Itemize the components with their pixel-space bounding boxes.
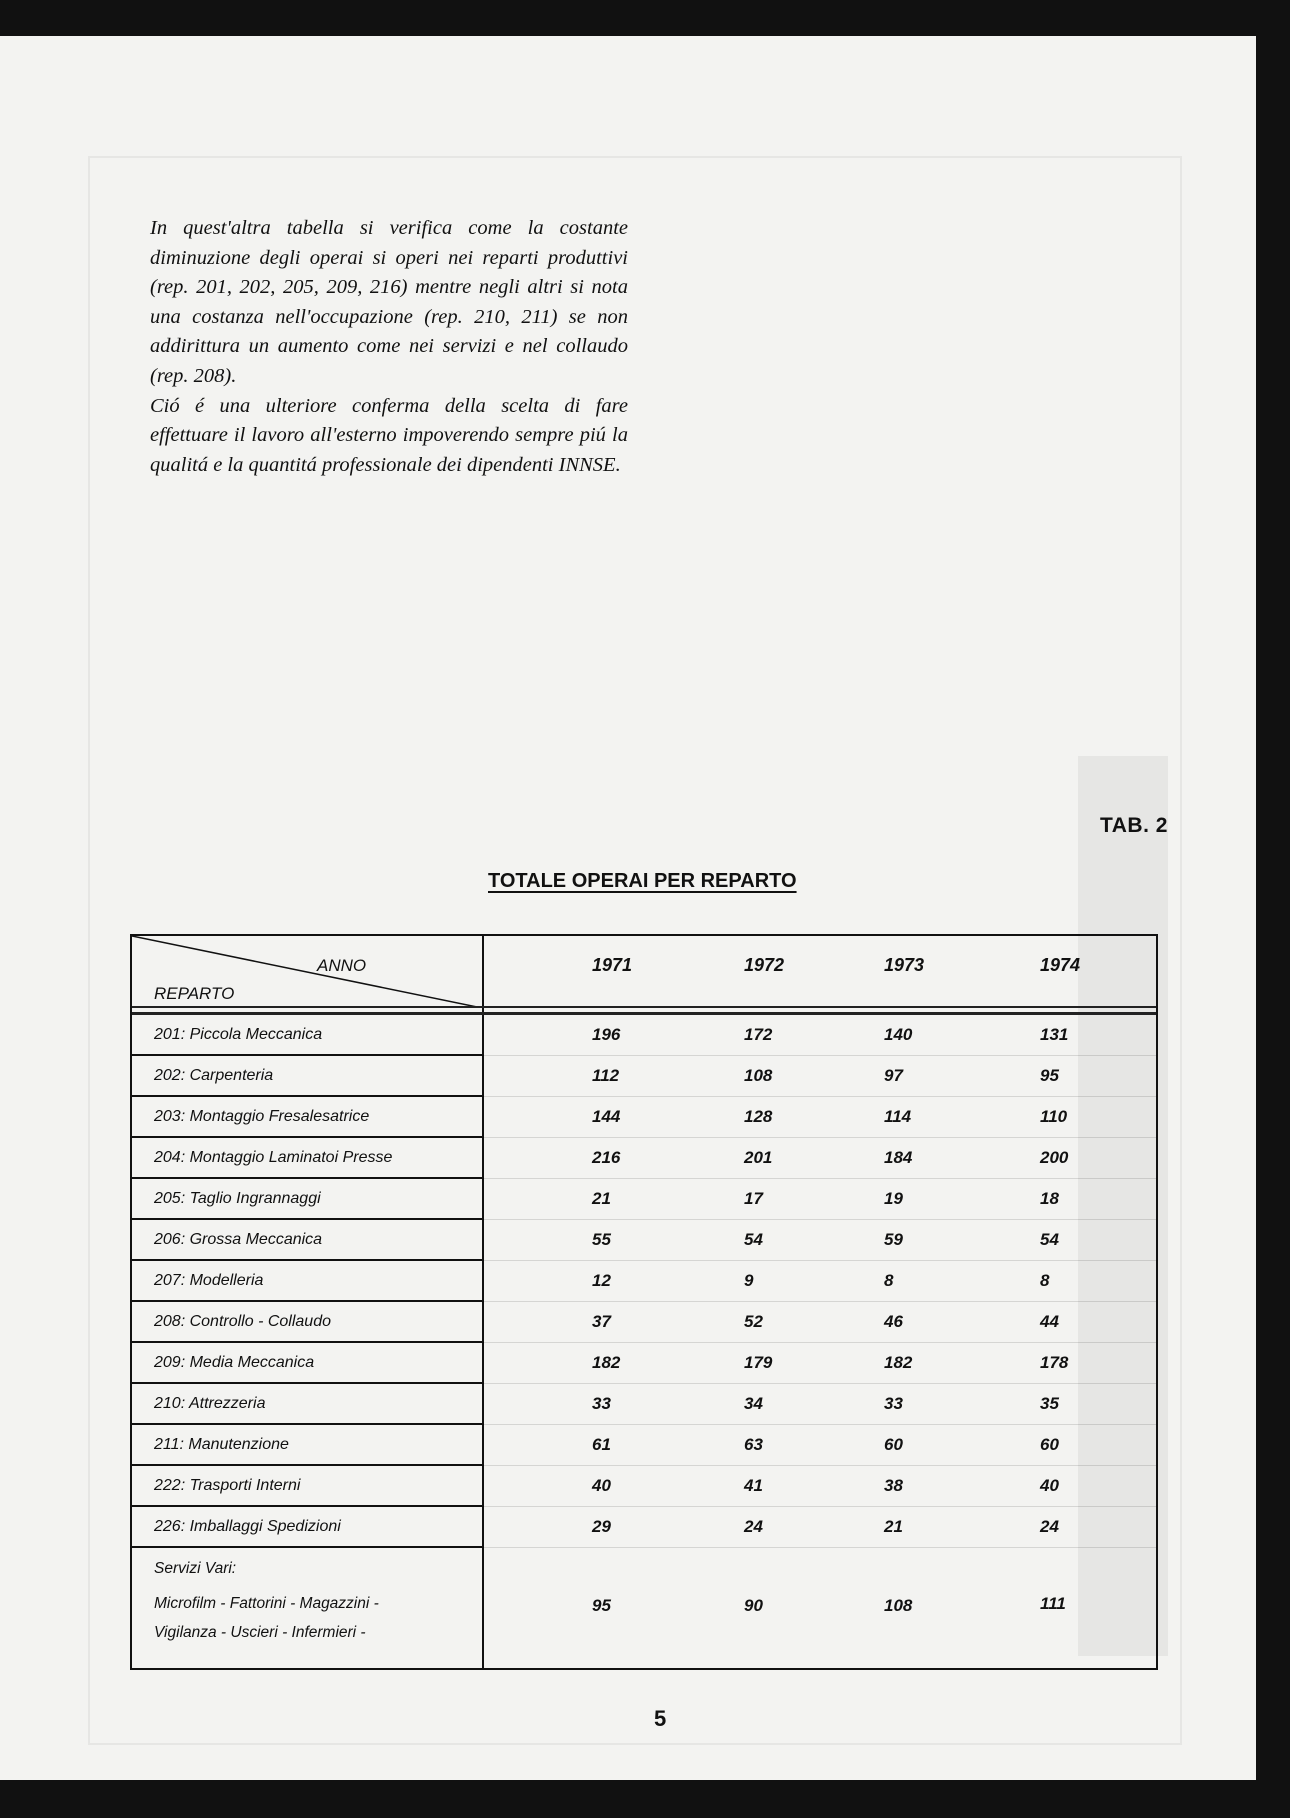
row-label: 210: Attrezzeria <box>154 1395 266 1412</box>
table-row <box>132 1138 1156 1179</box>
row-label-line: Servizi Vari: <box>154 1560 237 1577</box>
cell-value: 95 <box>592 1596 611 1615</box>
table-row <box>132 1261 1156 1302</box>
cell-value: 21 <box>884 1517 903 1536</box>
row-label: 206: Grossa Meccanica <box>154 1231 323 1248</box>
cell-value: 196 <box>592 1025 621 1044</box>
header-year: 1972 <box>744 955 785 975</box>
cell-value: 9 <box>744 1271 754 1290</box>
header-anno-label: ANNO <box>317 956 367 975</box>
intro-paragraph-2: Ció é una ulteriore conferma della scelta di fare effettuare il lavoro all'esterno impoverendo sempre piú la qualitá e la quantitá professionale dei dipendenti INNSE. <box>150 394 628 476</box>
table-row <box>132 1507 1156 1548</box>
cell-value: 61 <box>592 1435 611 1454</box>
cell-value: 37 <box>592 1312 611 1331</box>
table-row <box>132 1343 1156 1384</box>
cell-value: 97 <box>884 1066 903 1085</box>
header-reparto-label: REPARTO <box>154 984 235 1003</box>
cell-value: 95 <box>1040 1066 1059 1085</box>
cell-value: 63 <box>744 1435 763 1454</box>
cell-value: 40 <box>1040 1476 1059 1495</box>
header-corner-cell <box>132 936 482 1008</box>
cell-value: 34 <box>744 1394 763 1413</box>
cell-value: 111 <box>1040 1594 1066 1613</box>
table-row <box>132 1425 1156 1466</box>
cell-value: 200 <box>1040 1148 1069 1167</box>
cell-value: 179 <box>744 1353 773 1372</box>
table-row <box>132 1302 1156 1343</box>
cell-value: 33 <box>884 1394 903 1413</box>
cell-value: 182 <box>592 1353 621 1372</box>
row-label: 205: Taglio Ingrannaggi <box>154 1190 321 1207</box>
row-label: 222: Trasporti Interni <box>154 1477 301 1494</box>
row-label: 226: Imballaggi Spedizioni <box>154 1518 341 1535</box>
header-rule <box>132 1006 1156 1008</box>
cell-value: 33 <box>592 1394 611 1413</box>
row-label-line: Vigilanza - Uscieri - Infermieri - <box>154 1624 366 1641</box>
row-label: 209: Media Meccanica <box>154 1354 315 1371</box>
cell-value: 24 <box>1040 1517 1059 1536</box>
cell-value: 41 <box>744 1476 763 1495</box>
cell-value: 60 <box>884 1435 903 1454</box>
table-number-label: TAB. 2 <box>1100 814 1168 837</box>
cell-value: 108 <box>744 1066 773 1085</box>
cell-value: 172 <box>744 1025 773 1044</box>
cell-value: 55 <box>592 1230 611 1249</box>
cell-value: 8 <box>1040 1271 1050 1290</box>
cell-value: 44 <box>1040 1312 1059 1331</box>
cell-value: 108 <box>884 1596 913 1615</box>
cell-value: 8 <box>884 1271 894 1290</box>
cell-value: 12 <box>592 1271 611 1290</box>
cell-value: 38 <box>884 1476 903 1495</box>
row-label: 204: Montaggio Laminatoi Presse <box>154 1149 393 1166</box>
row-label: 201: Piccola Meccanica <box>154 1026 323 1043</box>
cell-value: 201 <box>744 1148 773 1167</box>
table-row <box>132 1384 1156 1425</box>
row-label: 203: Montaggio Fresalesatrice <box>154 1108 370 1125</box>
table-row <box>132 1179 1156 1220</box>
row-label: 208: Controllo - Collaudo <box>154 1313 331 1330</box>
cell-value: 112 <box>592 1066 620 1085</box>
header-year: 1973 <box>884 955 925 975</box>
cell-value: 90 <box>744 1596 763 1615</box>
cell-value: 19 <box>884 1189 903 1208</box>
table-row-services <box>132 1548 1156 1667</box>
cell-value: 216 <box>592 1148 621 1167</box>
document-page <box>0 36 1256 1780</box>
header-year: 1974 <box>1040 955 1081 975</box>
cell-value: 114 <box>884 1107 912 1126</box>
cell-value: 40 <box>592 1476 611 1495</box>
cell-value: 110 <box>1040 1107 1068 1126</box>
row-label-line: Microfilm - Fattorini - Magazzini - <box>154 1595 379 1612</box>
cell-value: 178 <box>1040 1353 1069 1372</box>
cell-value: 144 <box>592 1107 621 1126</box>
table-row <box>132 1015 1156 1056</box>
cell-value: 29 <box>592 1517 611 1536</box>
cell-value: 140 <box>884 1025 913 1044</box>
header-year: 1971 <box>592 955 633 975</box>
cell-value: 182 <box>884 1353 913 1372</box>
cell-value: 18 <box>1040 1189 1059 1208</box>
cell-value: 184 <box>884 1148 913 1167</box>
cell-value: 128 <box>744 1107 773 1126</box>
cell-value: 52 <box>744 1312 763 1331</box>
cell-value: 21 <box>592 1189 611 1208</box>
page-number: 5 <box>654 1706 667 1731</box>
table-row <box>132 1220 1156 1261</box>
cell-value: 46 <box>884 1312 903 1331</box>
table-row <box>132 1097 1156 1138</box>
cell-value: 59 <box>884 1230 903 1249</box>
cell-value: 54 <box>1040 1230 1059 1249</box>
row-label: 211: Manutenzione <box>154 1436 289 1453</box>
workers-table <box>130 934 1158 1670</box>
cell-value: 60 <box>1040 1435 1059 1454</box>
table-row <box>132 1056 1156 1097</box>
table-title: TOTALE OPERAI PER REPARTO <box>488 870 797 892</box>
cell-value: 54 <box>744 1230 763 1249</box>
row-label: 202: Carpenteria <box>154 1067 274 1084</box>
row-label: 207: Modelleria <box>154 1272 264 1289</box>
intro-paragraph-1: In quest'altra tabella si verifica come la costante diminuzione degli operai si operi nei reparti produttivi (rep. 201, 202, 205, 209, 216) mentre negli altri si nota una costanza nell'occupazione (rep. 210, 211) se non addirittura un aumento come nei servizi e nel collaudo (rep. 208). <box>150 217 628 387</box>
cell-value: 35 <box>1040 1394 1059 1413</box>
cell-value: 24 <box>744 1517 763 1536</box>
cell-value: 17 <box>744 1189 763 1208</box>
cell-value: 131 <box>1040 1025 1069 1044</box>
table-row <box>132 1466 1156 1507</box>
intro-text <box>150 214 628 480</box>
